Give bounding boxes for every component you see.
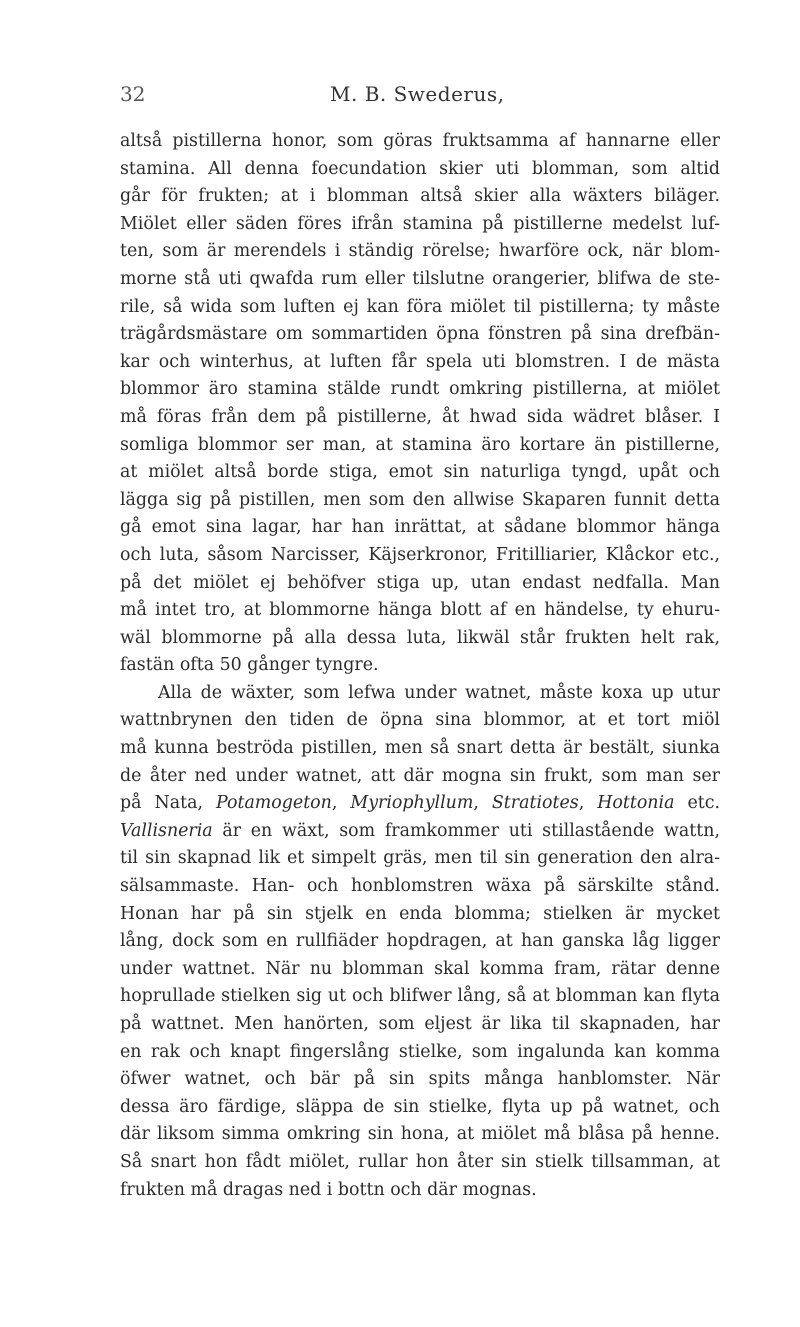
text-line: en rak och knapt fingerslång stielke, som ingalunda kan komma	[120, 1041, 720, 1062]
text-line: sälsammaste. Han- och honblomstren wäxa på särskilte stånd.	[120, 876, 720, 897]
page-header	[120, 82, 720, 112]
taxon-name: Hottonia	[597, 793, 675, 814]
text-line: och luta, såsom Narcisser, Käjserkronor, Fritilliarier, Klåckor etc.,	[120, 544, 720, 565]
text-line: på Nata, Potamogeton, Myriophyllum, Stratiotes, Hottonia etc.	[120, 793, 720, 814]
text-line: Miölet eller säden föres ifrån stamina på pistillerne medelst luf-	[120, 213, 720, 234]
text-line: til sin skapnad lik et simpelt gräs, men til sin generation den alra-	[120, 848, 720, 869]
text-line: Så snart hon fådt miölet, rullar hon åter sin stielk tillsamman, at	[120, 1151, 720, 1172]
text-line: må intet tro, at blommorne hänga blott af en händelse, ty ehuru-	[120, 600, 720, 621]
text-line: fastän ofta 50 gånger tyngre.	[120, 655, 379, 676]
text-line: under wattnet. När nu blomman skal komma fram, rätar denne	[120, 958, 720, 979]
text-line: går för frukten; at i blomman altså skier alla wäxters biläger.	[120, 186, 720, 207]
text-line: på wattnet. Men hanörten, som eljest är lika til skapnaden, har	[120, 1014, 720, 1034]
text-line: gå emot sina lagar, har han inrättat, at sådane blommor hänga	[120, 517, 720, 538]
text-line: dessa äro färdige, släppa de sin stielke, flyta up på watnet, och	[120, 1096, 720, 1117]
taxon-name: Stratiotes	[491, 793, 579, 814]
text-line: somliga blommor ser man, at stamina äro kortare än pistillerne,	[120, 434, 720, 455]
text-line: lägga sig på pistillen, men som den allwise Skaparen funnit detta	[120, 489, 720, 510]
taxon-name: Vallisneria	[120, 820, 213, 841]
text-line: må föras från dem på pistillerne, åt hwad sida wädret blåser. I	[120, 406, 720, 427]
text-line: på det miölet ej behöfver stiga up, utan endast nedfalla. Man	[120, 572, 720, 593]
running-head: M. B. Swederus,	[330, 82, 505, 106]
text-line: blommor äro stamina stälde rundt omkring pistillerna, at miölet	[120, 379, 720, 400]
text-line: at miölet altså borde stiga, emot sin naturliga tyngd, upåt och	[120, 462, 720, 483]
text-line: stamina. All denna foecundation skier uti blomman, som altid	[120, 158, 720, 179]
text-line: må kunna beströda pistillen, men så snart detta är bestält, siunka	[120, 738, 720, 759]
text-line: Alla de wäxter, som lefwa under watnet, måste koxa up utur	[158, 682, 720, 703]
text-line: Honan har på sin stjelk en enda blomma; stielken är mycket	[120, 903, 720, 924]
text-line: där liksom simma omkring sin hona, at miölet må blåsa på henne.	[120, 1124, 720, 1145]
text-line: frukten må dragas ned i bottn och där mognas.	[120, 1179, 537, 1200]
page-number: 32	[120, 82, 146, 106]
text-line: Vallisneria är en wäxt, som framkommer uti stillastående wattn,	[120, 820, 720, 841]
taxon-name: Myriophyllum	[350, 793, 474, 814]
text-line: lång, dock som en rullfiäder hopdragen, at han ganska låg ligger	[120, 931, 720, 952]
text-line: rile, så wida som luften ej kan föra miölet til pistillerna; ty måste	[120, 296, 720, 317]
text-line: morne stå uti qwafda rum eller tilslutne orangerier, blifwa de ste-	[120, 268, 720, 289]
text-line: wattnbrynen den tiden de öpna sina blommor, at et tort miöl	[120, 710, 720, 731]
text-line: altså pistillerna honor, som göras fruktsamma af hannarne eller	[120, 131, 720, 151]
text-line: kar och winterhus, at luften får spela uti blomstren. I de mästa	[120, 351, 720, 372]
text-line: ten, som är merendels i ständig rörelse; hwarföre ock, när blom-	[120, 241, 720, 262]
text-line: öfwer watnet, och bär på sin spits många hanblomster. När	[120, 1069, 720, 1090]
taxon-name: Potamogeton	[215, 793, 332, 814]
text-line: hoprullade stielken sig ut och blifwer lång, så at blomman kan flyta	[120, 986, 720, 1007]
text-line: wäl blommorne på alla dessa luta, likwäl står frukten helt rak,	[120, 627, 720, 648]
text-line: trägårdsmästare om sommartiden öpna fönstren på sina drefbän-	[120, 324, 720, 345]
body-text	[120, 128, 720, 1204]
text-line: de åter ned under watnet, att där mogna sin frukt, som man ser	[120, 765, 720, 786]
